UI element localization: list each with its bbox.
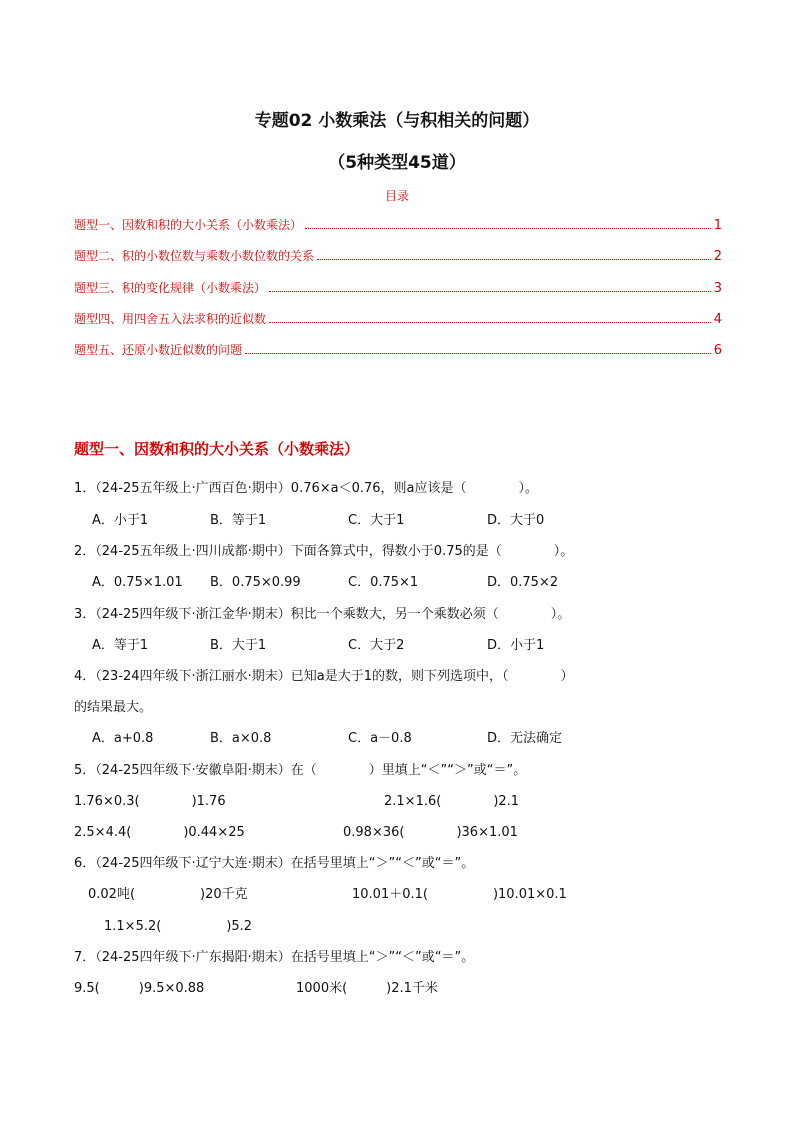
question-7: 7．（24-25四年级下·广东揭阳·期末）在括号里填上“＞”“＜”或“＝”。	[74, 950, 475, 965]
toc-item[interactable]	[74, 278, 722, 296]
q5-item: 0.98×36( )36×1.01	[343, 825, 518, 840]
toc-item-page: 1	[713, 218, 722, 233]
q1-option-b: B．等于1	[210, 513, 267, 528]
q2-option-c: C．0.75×1	[348, 575, 419, 590]
q3-option-a: A．等于1	[92, 638, 149, 653]
question-4-continued: 的结果最大。	[74, 700, 153, 715]
question-4: 4．（23-24四年级下·浙江丽水·期末）已知a是大于1的数，则下列选项中，（ ）	[74, 669, 574, 684]
q7-item: 1000米( )2.1千米	[296, 981, 438, 996]
q2-option-b: B．0.75×0.99	[210, 575, 301, 590]
question-6: 6．（24-25四年级下·辽宁大连·期末）在括号里填上“＞”“＜”或“＝”。	[74, 856, 475, 871]
toc-item-label: 题型五、还原小数近似数的问题	[74, 343, 243, 357]
q4-option-a: A．a+0.8	[92, 731, 154, 746]
toc-item-page: 4	[713, 312, 722, 327]
toc-item[interactable]	[74, 309, 722, 327]
q3-option-b: B．大于1	[210, 638, 267, 653]
q2-option-a: A．0.75×1.01	[92, 575, 183, 590]
toc-leader	[317, 259, 711, 260]
q7-item: 9.5( )9.5×0.88	[74, 981, 205, 996]
q6-item: 0.02吨( )20千克	[88, 887, 248, 902]
page-title: 专题02 小数乘法（与积相关的问题）	[254, 111, 540, 131]
toc-item-label: 题型二、积的小数位数与乘数小数位数的关系	[74, 249, 315, 263]
question-3: 3．（24-25四年级下·浙江金华·期末）积比一个乘数大，另一个乘数必须（ ）。	[74, 607, 571, 622]
q5-item: 2.1×1.6( )2.1	[384, 794, 520, 809]
toc-item-label: 题型三、积的变化规律（小数乘法）	[74, 281, 267, 295]
toc-leader	[269, 322, 711, 323]
toc-heading: 目录	[384, 189, 409, 203]
q4-option-d: D．无法确定	[487, 731, 563, 746]
q1-option-a: A．小于1	[92, 513, 149, 528]
toc-item-page: 3	[713, 281, 722, 296]
page-subtitle: （5种类型45道）	[328, 153, 466, 173]
question-1: 1．（24-25五年级上·广西百色·期中）0.76×a＜0.76，则a应该是（ ）。	[74, 481, 539, 496]
q1-option-c: C．大于1	[348, 513, 405, 528]
section-heading: 题型一、因数和积的大小关系（小数乘法）	[74, 440, 360, 458]
toc-item[interactable]	[74, 215, 722, 233]
q1-option-d: D．大于0	[487, 513, 545, 528]
toc-leader	[245, 353, 711, 354]
toc-item-label: 题型四、用四舍五入法求积的近似数	[74, 312, 267, 326]
q6-item: 1.1×5.2( )5.2	[104, 919, 253, 934]
question-2: 2．（24-25五年级上·四川成都·期中）下面各算式中，得数小于0.75的是（ ）。	[74, 544, 574, 559]
q2-option-d: D．0.75×2	[487, 575, 559, 590]
toc-item[interactable]	[74, 246, 722, 264]
question-5: 5．（24-25四年级下·安徽阜阳·期末）在（ ）里填上“＜”“＞”或“＝”。	[74, 763, 527, 778]
toc-item-page: 2	[713, 249, 722, 264]
q5-item: 1.76×0.3( )1.76	[74, 794, 226, 809]
q6-item: 10.01＋0.1( )10.01×0.1	[352, 887, 567, 902]
toc-item-page: 6	[713, 343, 722, 358]
toc-leader	[269, 291, 711, 292]
q4-option-c: C．a－0.8	[348, 731, 412, 746]
toc-item-label: 题型一、因数和积的大小关系（小数乘法）	[74, 218, 303, 232]
q4-option-b: B．a×0.8	[210, 731, 272, 746]
toc-leader	[305, 228, 711, 229]
q3-option-d: D．小于1	[487, 638, 545, 653]
toc-item[interactable]	[74, 340, 722, 358]
q3-option-c: C．大于2	[348, 638, 405, 653]
q5-item: 2.5×4.4( )0.44×25	[74, 825, 245, 840]
